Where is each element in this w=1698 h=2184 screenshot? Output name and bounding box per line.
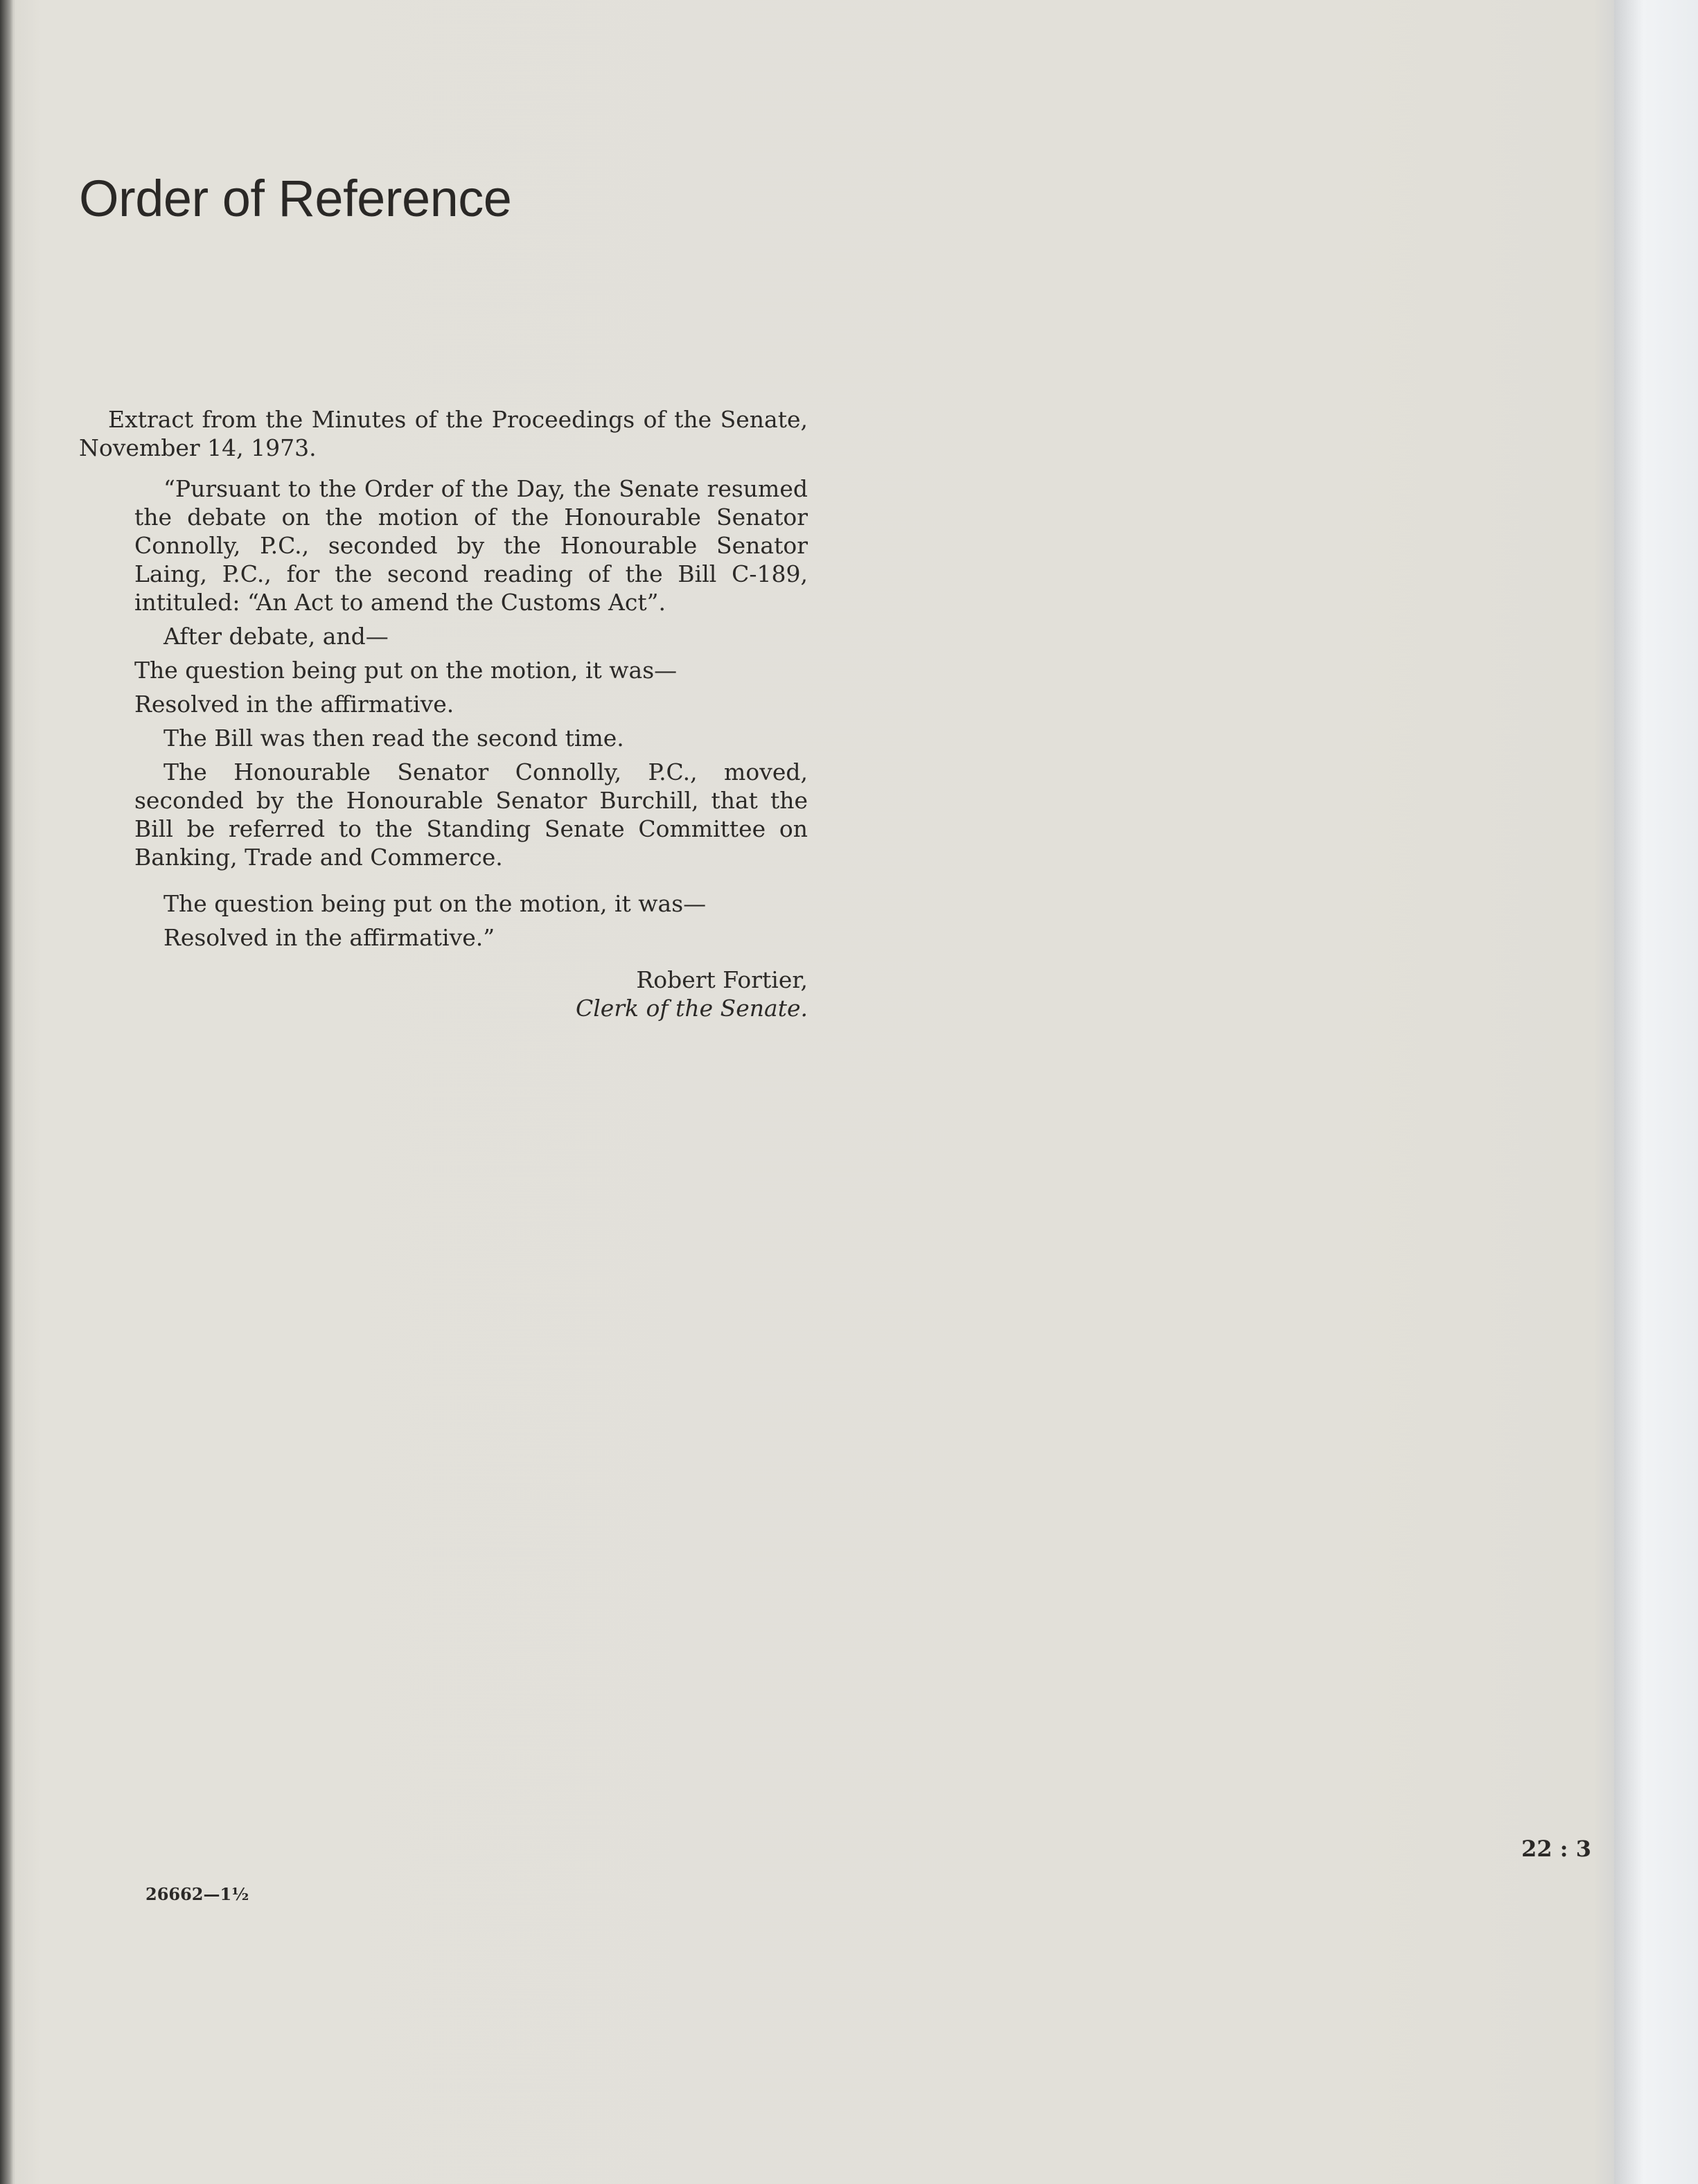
quoted-minutes [79,474,808,1022]
print-code: 26662—1½ [145,1884,249,1904]
minutes-paragraph: Resolved in the affirmative.” [163,924,495,951]
signature-name: Robert Fortier, [636,966,808,993]
document-body [79,405,808,1022]
minutes-paragraph: The Honourable Senator Connolly, P.C., moved, seconded by the Honourable Senator Burchill, that the Bill be referred to the Standing Senate Committee on Banking, Trade and Commerce. [134,758,808,871]
minutes-paragraph: Resolved in the affirmative. [134,691,454,718]
page-number: 22 : 3 [1521,1836,1591,1862]
page-edge [1614,0,1698,2184]
minutes-paragraph: After debate, and— [163,623,389,650]
extract-intro: Extract from the Minutes of the Proceedings of the Senate, November 14, 1973. [79,406,808,461]
minutes-paragraph: The question being put on the motion, it was— [163,890,707,917]
minutes-paragraph: The question being put on the motion, it was— [134,657,678,684]
signature-title: Clerk of the Senate. [575,995,808,1022]
minutes-paragraph: “Pursuant to the Order of the Day, the Senate resumed the debate on the motion of the Honourable Senator Connolly, P.C., seconded by the Honourable Senator Laing, P.C., for the second reading of the Bill C-189, intituled: “An Act to amend the Customs Act”. [134,475,808,616]
page-title: Order of Reference [79,170,512,227]
minutes-paragraph: The Bill was then read the second time. [163,725,624,752]
binding-spine [0,0,14,2184]
